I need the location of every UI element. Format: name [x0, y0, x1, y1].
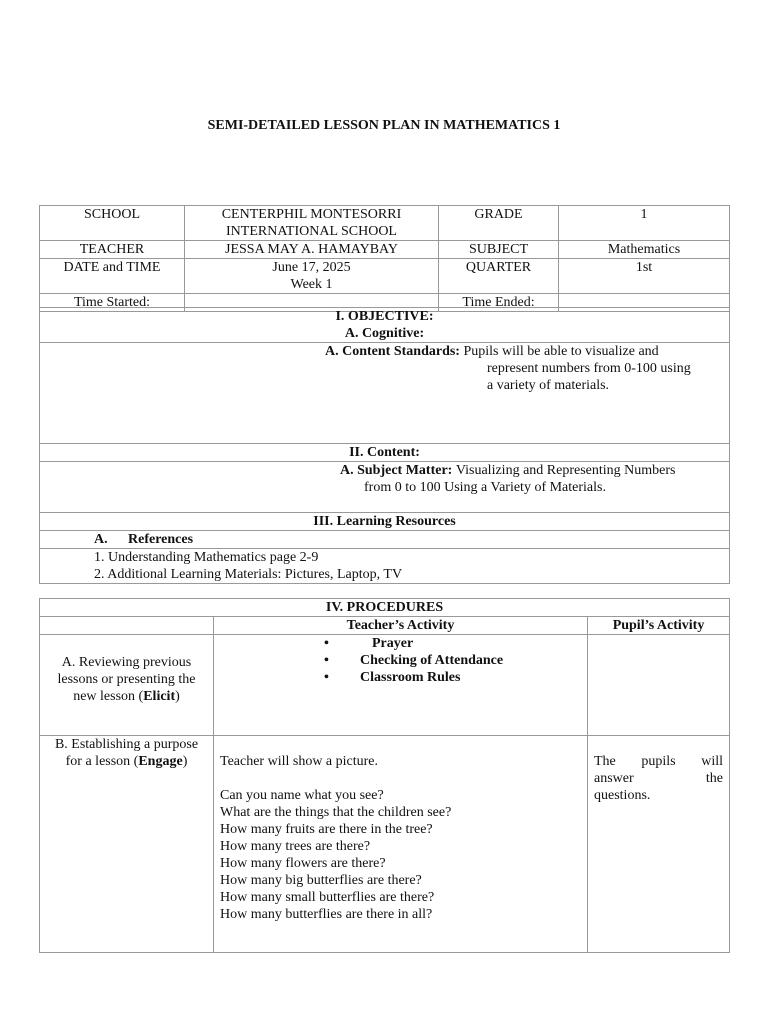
elicit-label: A. Reviewing previous	[61, 654, 192, 670]
bullet-text: Checking of Attendance	[360, 653, 504, 668]
bullet-icon: •	[324, 636, 329, 651]
school-value-line: INTERNATIONAL SCHOOL	[226, 224, 397, 239]
engage-label: B. Establishing a purpose	[54, 737, 199, 752]
elicit-label: new lesson (	[73, 688, 144, 704]
week-value: Week 1	[290, 277, 333, 292]
quarter-label: QUARTER	[439, 259, 559, 294]
grade-label: GRADE	[439, 206, 559, 241]
subject-label: SUBJECT	[439, 241, 559, 259]
teacher-value: JESSA MAY A. HAMAYBAY	[185, 241, 439, 259]
grade-value: 1	[559, 206, 730, 241]
references-letter: A.	[94, 532, 108, 547]
subject-matter-text: from 0 to 100 Using a Variety of Materials.	[364, 480, 606, 495]
table-row	[40, 444, 730, 462]
elicit-pupil-cell	[588, 635, 730, 736]
table-row	[40, 513, 730, 531]
table-row	[40, 617, 730, 635]
pupil-answer-line: answer the	[594, 771, 724, 786]
elicit-keyword: Elicit	[143, 688, 176, 704]
empty-header-cell	[40, 617, 214, 635]
time-started-label: Time Started:	[40, 294, 185, 312]
question-item: How many small butterflies are there?	[220, 890, 435, 905]
subject-matter-label: A. Subject Matter:	[340, 463, 453, 478]
subject-matter-text: Visualizing and Representing Numbers	[455, 463, 676, 478]
elicit-label-cell	[40, 635, 214, 736]
school-value	[185, 206, 439, 241]
teacher-activity-header: Teacher’s Activity	[214, 617, 588, 635]
pupil-answer-line: The pupils will	[594, 754, 724, 769]
engage-pupil-cell	[588, 736, 730, 953]
list-item	[322, 652, 583, 669]
question-item: How many flowers are there?	[220, 856, 386, 871]
references-label: References	[128, 532, 194, 547]
table-row	[40, 343, 730, 444]
elicit-label: lessons or presenting the	[57, 671, 196, 687]
table-row	[40, 259, 730, 294]
table-row	[40, 308, 730, 343]
subject-value: Mathematics	[559, 241, 730, 259]
content-standards-label: A. Content Standards:	[325, 344, 460, 359]
question-item: How many trees are there?	[220, 839, 371, 854]
elicit-teacher-cell	[214, 635, 588, 736]
datetime-value	[185, 259, 439, 294]
time-ended-label: Time Ended:	[439, 294, 559, 312]
resources-list-cell	[40, 549, 730, 584]
question-item: How many fruits are there in the tree?	[220, 822, 433, 837]
objective-content-resources-table	[39, 307, 730, 584]
table-row	[40, 462, 730, 513]
content-standards-text: represent numbers from 0-100 using	[487, 361, 691, 376]
content-heading: II. Content:	[40, 444, 730, 462]
school-label: SCHOOL	[40, 206, 185, 241]
cognitive-heading: A. Cognitive:	[344, 326, 425, 341]
list-item	[322, 669, 583, 686]
resource-item: 1. Understanding Mathematics page 2-9	[94, 550, 319, 565]
content-standards-text: Pupils will be able to visualize and	[463, 344, 659, 359]
question-item: How many butterflies are there in all?	[220, 907, 433, 922]
engage-teacher-cell	[214, 736, 588, 953]
list-item	[322, 635, 583, 652]
bullet-text: Prayer	[372, 636, 414, 651]
bullet-text: Classroom Rules	[360, 670, 461, 685]
table-row	[40, 206, 730, 241]
page-title: SEMI-DETAILED LESSON PLAN IN MATHEMATICS 1	[207, 118, 561, 133]
content-standards-cell	[40, 343, 730, 444]
pupil-answer-line: questions.	[594, 788, 651, 803]
table-row	[40, 241, 730, 259]
table-row	[40, 635, 730, 736]
engage-intro: Teacher will show a picture.	[220, 754, 379, 769]
engage-keyword: Engage	[138, 754, 183, 769]
question-item: Can you name what you see?	[220, 788, 384, 803]
subject-matter-cell	[40, 462, 730, 513]
info-table	[39, 205, 730, 312]
resources-heading: III. Learning Resources	[40, 513, 730, 531]
quarter-value: 1st	[559, 259, 730, 294]
objective-cell	[40, 308, 730, 343]
table-row	[40, 736, 730, 953]
resource-item: 2. Additional Learning Materials: Pictures, Laptop, TV	[94, 567, 403, 582]
question-item: How many big butterflies are there?	[220, 873, 422, 888]
content-standards-text: a variety of materials.	[487, 378, 610, 393]
datetime-label: DATE and TIME	[40, 259, 185, 294]
bullet-icon: •	[324, 653, 329, 668]
procedures-table	[39, 598, 730, 953]
engage-label: )	[182, 754, 188, 769]
engage-label-cell	[40, 736, 214, 953]
engage-label: for a lesson (	[65, 754, 139, 769]
table-row	[40, 549, 730, 584]
references-cell	[40, 531, 730, 549]
school-value-line: CENTERPHIL MONTESORRI	[221, 207, 402, 222]
table-row	[40, 531, 730, 549]
teacher-label: TEACHER	[40, 241, 185, 259]
bullet-icon: •	[324, 670, 329, 685]
elicit-label: )	[175, 688, 180, 704]
objective-heading: I. OBJECTIVE:	[335, 309, 434, 324]
question-item: What are the things that the children see?	[220, 805, 452, 820]
date-value: June 17, 2025	[272, 260, 351, 275]
table-row	[40, 599, 730, 617]
pupil-activity-header: Pupil’s Activity	[588, 617, 730, 635]
procedures-heading: IV. PROCEDURES	[40, 599, 730, 617]
